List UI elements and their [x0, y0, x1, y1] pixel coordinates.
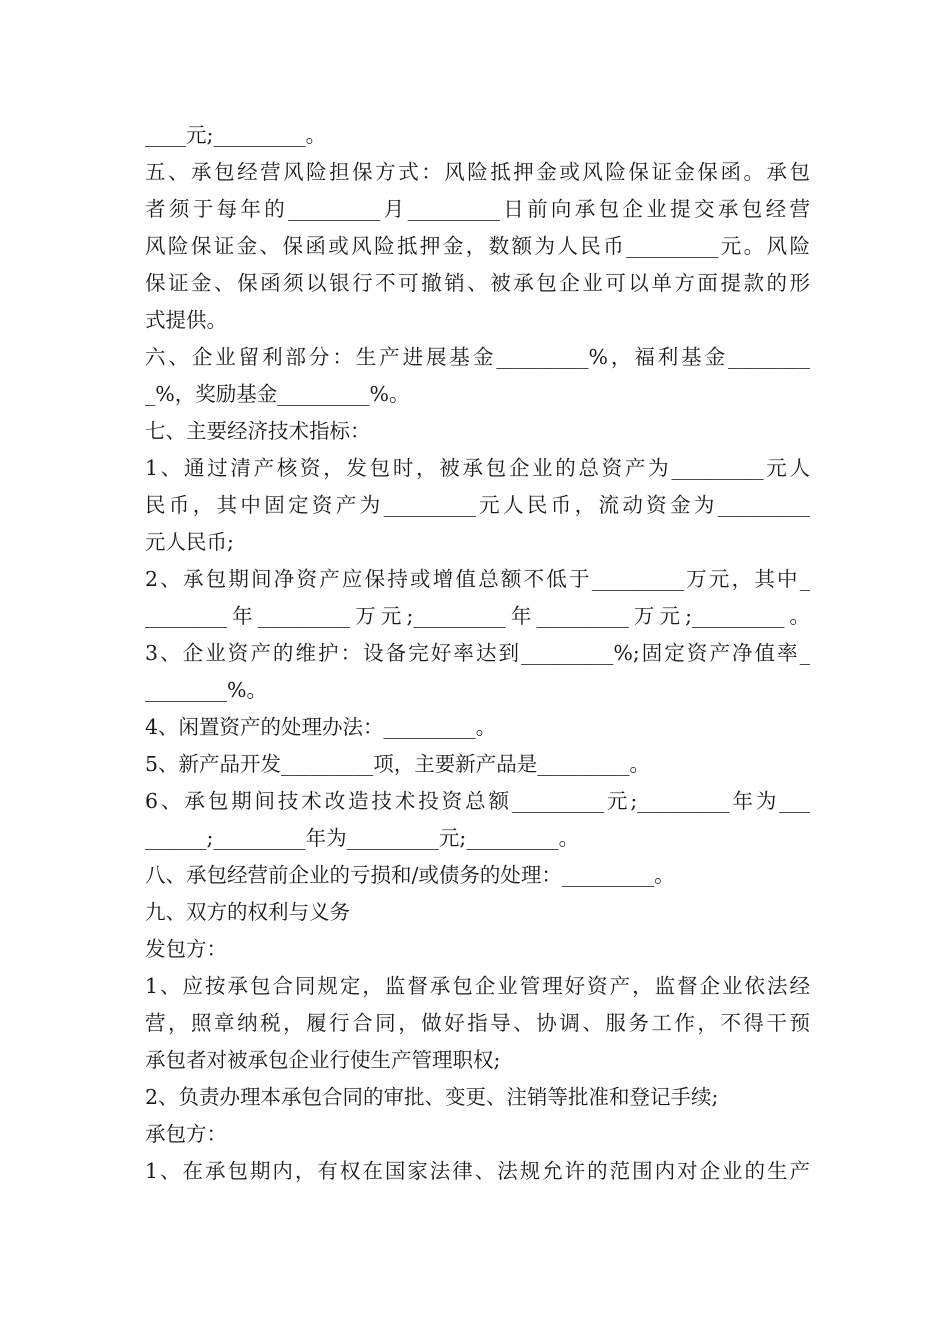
document-line: 2、负责办理本承包合同的审批、变更、注销等批准和登记手续; [145, 1085, 719, 1109]
document-line: _%，奖励基金_________%。 [145, 382, 410, 406]
document-line: ____元;_________。 [145, 123, 327, 147]
document-line: 营，照章纳税，履行合同，做好指导、协调、服务工作，不得干预 [145, 1011, 810, 1035]
document-line: 六、企业留利部分：生产进展基金_________%，福利基金________ [145, 345, 810, 369]
document-line: 保证金、保函须以银行不可撤销、被承包企业可以单方面提款的形 [145, 271, 810, 295]
document-line: 3、企业资产的维护：设备完好率达到_________%;固定资产净值率_ [145, 641, 810, 665]
document-line: 承包者对被承包企业行使生产管理职权; [145, 1048, 501, 1072]
document-line: 1、通过清产核资，发包时，被承包企业的总资产为_________元人 [145, 456, 810, 480]
document-line: 风险保证金、保函或风险抵押金，数额为人民币_________元。风险 [145, 234, 810, 258]
document-line: 民币，其中固定资产为_________元人民币，流动资金为_________ [145, 493, 810, 517]
document-line: 2、承包期间净资产应保持或增值总额不低于_________万元，其中_ [145, 567, 810, 591]
document-line: 发包方： [145, 937, 227, 961]
document-line: 九、双方的权利与义务 [145, 900, 350, 924]
document-line: ______;_________年为_________元;_________。 [145, 826, 580, 850]
document-line: 五、承包经营风险担保方式：风险抵押金或风险保证金保函。承包 [145, 160, 810, 184]
document-line: ________年_________万元;_________年_________万元;_________。 [145, 604, 810, 628]
document-line: 式提供。 [145, 308, 227, 332]
document-line: 1、应按承包合同规定，监督承包企业管理好资产，监督企业依法经 [145, 974, 810, 998]
document-line: 七、主要经济技术指标： [145, 419, 371, 443]
document-line: 八、承包经营前企业的亏损和/或债务的处理：_________。 [145, 863, 675, 887]
document-line: 1、在承包期内，有权在国家法律、法规允许的范围内对企业的生产 [145, 1159, 810, 1183]
document-body [145, 117, 810, 1190]
document-line: 4、闲置资产的处理办法：_________。 [145, 715, 497, 739]
document-line: 5、新产品开发_________项，主要新产品是_________。 [145, 752, 651, 776]
document-line: 6、承包期间技术改造技术投资总额_________元;_________年为___ [145, 789, 810, 813]
document-line: ________%。 [145, 678, 267, 702]
document-line: 承包方： [145, 1122, 227, 1146]
document-line: 元人民币; [145, 530, 234, 554]
document-line: 者须于每年的_________月_________日前向承包企业提交承包经营 [145, 197, 810, 221]
